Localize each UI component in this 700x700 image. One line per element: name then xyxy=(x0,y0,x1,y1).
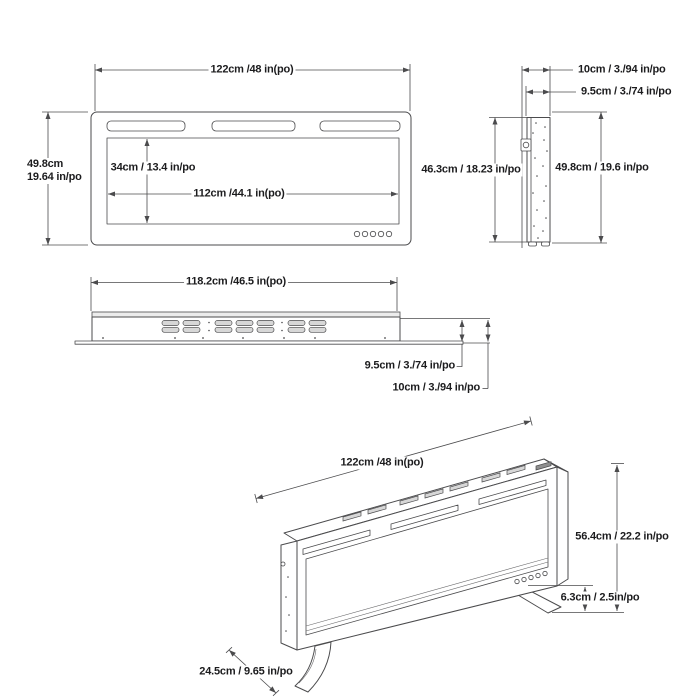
perspective-width-label: 122cm /48 in(po) xyxy=(340,456,424,469)
side-foot xyxy=(529,242,537,246)
side-height-back-label: 49.8cm / 19.6 in/po xyxy=(555,161,649,174)
top-depth-total-label: 10cm / 3./94 in/po xyxy=(392,381,480,394)
side-depth-total-label: 10cm / 3./94 in/po xyxy=(578,63,666,76)
foot-height-label: 6.3cm / 2.5in/po xyxy=(560,591,640,604)
front-view-drawing xyxy=(42,64,411,245)
front-height-inch: 19.64 in/po xyxy=(27,171,82,183)
top-depth-recess-label: 9.5cm / 3./74 in/po xyxy=(364,359,455,372)
side-height-front-label: 46.3cm / 18.23 in/po xyxy=(421,163,521,176)
front-vent-slot xyxy=(107,121,185,131)
front-vent-slot xyxy=(212,121,295,131)
front-height-label xyxy=(25,158,84,184)
bottom-flange xyxy=(75,341,463,344)
side-depth-recess-label: 9.5cm / 3./74 in/po xyxy=(581,85,672,98)
base-depth-label: 24.5cm / 9.65 in/po xyxy=(199,665,293,678)
screen-width-label: 112cm /44.1 in(po) xyxy=(193,187,285,200)
right-side-face xyxy=(557,467,568,586)
perspective-height-label: 56.4cm / 22.2 in/po xyxy=(575,530,669,543)
side-panel-body xyxy=(527,118,550,243)
screen-height-label: 34cm / 13.4 in/po xyxy=(110,161,196,174)
side-foot xyxy=(542,242,550,246)
front-width-label: 122cm /48 in(po) xyxy=(210,63,294,76)
front-vent-slot xyxy=(320,121,400,131)
side-mount-hole xyxy=(523,142,529,148)
top-strip xyxy=(92,312,400,317)
left-side-face xyxy=(281,541,297,650)
front-height-cm: 49.8cm xyxy=(27,158,64,170)
top-width-label: 118.2cm /46.5 in(po) xyxy=(186,275,286,288)
front-screen xyxy=(107,138,399,224)
